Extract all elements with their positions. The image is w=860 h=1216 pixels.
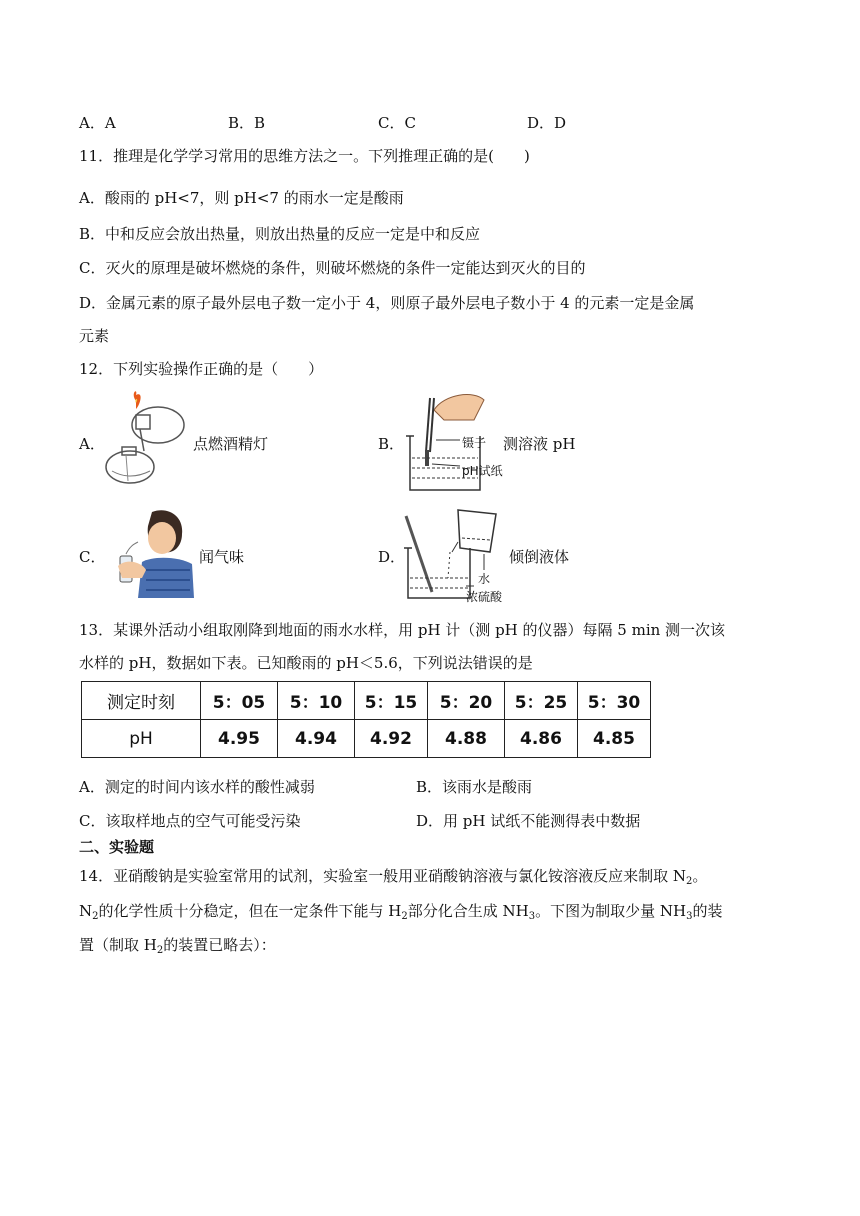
q11-option-d: D．金属元素的原子最外层电子数一定小于 4，则原子最外层电子数小于 4 的元素一定是金属 [79, 294, 695, 312]
q12-option-a-caption: 点燃酒精灯 [193, 435, 269, 453]
table-cell-ph: 4.95 [201, 720, 278, 758]
table-cell-ph: 4.88 [428, 720, 505, 758]
table-cell-ph: 4.92 [355, 720, 428, 758]
table-row [82, 682, 651, 720]
table-cell-ph: 4.94 [278, 720, 355, 758]
table-cell-time: 5：05 [201, 682, 278, 720]
q11-option-b: B．中和反应会放出热量，则放出热量的反应一定是中和反应 [79, 225, 481, 243]
table-cell-time: 5：30 [578, 682, 651, 720]
table-row [82, 720, 651, 758]
q12-option-c-caption: 闻气味 [199, 548, 245, 566]
q11-option-c: C．灭火的原理是破坏燃烧的条件，则破坏燃烧的条件一定能达到灭火的目的 [79, 259, 586, 277]
table-header-ph: pH [82, 720, 201, 758]
q14-text: 的装置已略去）： [163, 936, 276, 954]
q11-option-a: A．酸雨的 pH<7，则 pH<7 的雨水一定是酸雨 [79, 189, 404, 207]
q13-option-a: A．测定的时间内该水样的酸性减弱 [79, 778, 315, 796]
q13-option-b: B．该雨水是酸雨 [416, 778, 533, 796]
q14-text: 的装 [692, 902, 723, 920]
subscript: 3 [528, 911, 536, 922]
person-smelling-bottle-icon [112, 506, 200, 598]
q13-stem-line2: 水样的 pH，数据如下表。已知酸雨的 pH＜5.6，下列说法错误的是 [79, 654, 533, 672]
table-header-time: 测定时刻 [82, 682, 201, 720]
q10-option-b: B．B [228, 114, 266, 132]
table-cell-ph: 4.85 [578, 720, 651, 758]
subscript: 2 [156, 945, 164, 956]
subscript: 3 [686, 911, 693, 922]
q12-option-b-caption: 测溶液 pH [503, 435, 576, 453]
subscript: 2 [685, 876, 693, 887]
q11-stem: 11．推理是化学学习常用的思维方法之一。下列推理正确的是( ) [79, 147, 530, 165]
q12-option-d-letter: D． [378, 548, 406, 566]
table-cell-time: 5：15 [355, 682, 428, 720]
q12-option-b-letter: B． [378, 435, 405, 453]
tweezers-label: 镊子 [462, 436, 487, 450]
table-cell-time: 5：20 [428, 682, 505, 720]
alcohol-lamp-lighting-icon [100, 391, 200, 493]
section-title: 二、实验题 [79, 838, 155, 856]
q13-stem-line1: 13．某课外活动小组取刚降到地面的雨水水样，用 pH 计（测 pH 的仪器）每隔 5 min 测一次该 [79, 621, 726, 639]
conc-sulfuric-acid-label: 浓硫酸 [466, 590, 503, 604]
q13-option-c: C．该取样地点的空气可能受污染 [79, 812, 301, 830]
q14-text: 。下图为制取少量 NH [535, 902, 687, 920]
q10-option-d: D．D [527, 114, 567, 132]
ph-data-table [81, 681, 651, 758]
q12-option-d-caption: 倾倒液体 [509, 548, 570, 566]
q14-text: 置（制取 H [79, 936, 157, 954]
water-label: 水 [478, 572, 491, 586]
table-cell-ph: 4.86 [505, 720, 578, 758]
table-cell-time: 5：25 [505, 682, 578, 720]
q10-option-a: A．A [79, 114, 116, 132]
q11-option-d-cont: 元素 [79, 327, 110, 345]
subscript: 2 [401, 911, 408, 922]
q14-text: 部分化合生成 NH [407, 902, 529, 920]
q12-stem: 12．下列实验操作正确的是（ ） [79, 360, 324, 378]
table-cell-time: 5：10 [278, 682, 355, 720]
q14-line3 [79, 935, 276, 961]
q14-line1 [79, 866, 707, 892]
q12-option-a-letter: A． [79, 435, 105, 453]
q14-text: 。 [692, 867, 708, 885]
q12-option-c-letter: C． [79, 548, 106, 566]
q14-line2 [79, 901, 722, 927]
ph-paper-label: pH试纸 [462, 464, 503, 478]
q14-text: N [79, 902, 93, 920]
q14-text: 14．亚硝酸钠是实验室常用的试剂，实验室一般用亚硝酸钠溶液与氯化铵溶液反应来制取 N [79, 867, 686, 885]
subscript: 2 [92, 911, 99, 922]
q14-text: 的化学性质十分稳定，但在一定条件下能与 H [98, 902, 402, 920]
q13-option-d: D．用 pH 试纸不能测得表中数据 [416, 812, 641, 830]
q10-option-c: C．C [378, 114, 416, 132]
